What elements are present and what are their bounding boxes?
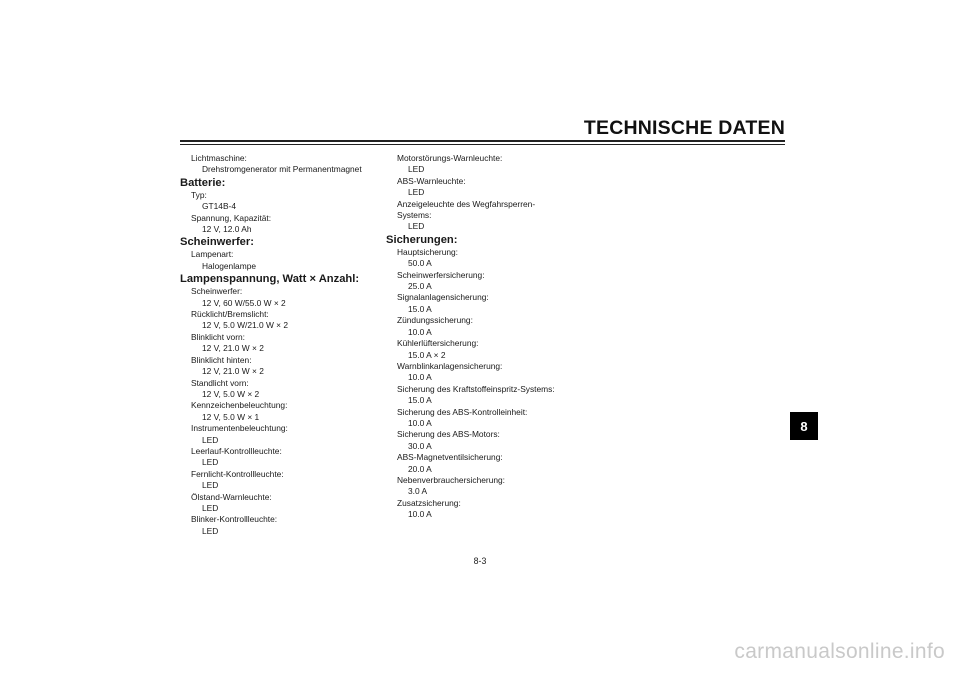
spec-value: Drehstromgenerator mit Permanentmagnet (202, 164, 362, 175)
left-spec-column (180, 153, 380, 537)
spec-value: 12 V, 5.0 W × 1 (202, 411, 260, 422)
spec-value: 10.0 A (408, 372, 432, 383)
spec-value: 15.0 A × 2 (408, 349, 446, 360)
spec-label: Blinklicht vorn: (191, 331, 245, 342)
spec-value: 50.0 A (408, 258, 432, 269)
spec-label: Zusatzsicherung: (397, 497, 461, 508)
watermark: carmanualsonline.info (734, 640, 945, 663)
section-heading: Lampenspannung, Watt × Anzahl: (180, 273, 360, 286)
header-rule-thin (180, 144, 785, 145)
spec-value: LED (408, 187, 425, 198)
spec-value: 12 V, 5.0 W × 2 (202, 388, 260, 399)
spec-value: 12 V, 60 W/55.0 W × 2 (202, 297, 286, 308)
header-rule-thick (180, 140, 785, 142)
spec-label: ABS-Magnetventilsicherung: (397, 452, 503, 463)
page-number: 8-3 (473, 556, 487, 566)
spec-label: Signalanlagensicherung: (397, 292, 489, 303)
spec-label: Lichtmaschine: (191, 153, 247, 163)
spec-value: GT14B-4 (202, 201, 236, 212)
spec-label: Ölstand-Warnleuchte: (191, 491, 272, 502)
page-title: TECHNISCHE DATEN (583, 117, 785, 139)
spec-value: LED (202, 480, 219, 491)
spec-value: 10.0 A (408, 326, 432, 337)
chapter-tab[interactable]: 8 (790, 412, 818, 440)
spec-label: Fernlicht-Kontrollleuchte: (191, 468, 284, 479)
spec-label: Instrumentenbeleuchtung: (191, 423, 288, 434)
spec-label: Rücklicht/Bremslicht: (191, 309, 269, 320)
spec-value: 12 V, 12.0 Ah (202, 224, 252, 235)
spec-value: Halogenlampe (202, 260, 257, 271)
spec-value: 15.0 A (408, 303, 432, 314)
spec-label: Sicherung des Kraftstoffeinspritz-Systems: (397, 383, 555, 394)
spec-value: LED (202, 502, 219, 513)
section-heading: Batterie: (180, 176, 226, 189)
spec-label: Kühlerlüftersicherung: (397, 338, 479, 349)
spec-value: 12 V, 5.0 W/21.0 W × 2 (202, 320, 289, 331)
spec-label: Systems: (397, 210, 432, 221)
spec-label: Standlicht vorn: (191, 377, 249, 388)
spec-label: Motorstörungs-Warnleuchte: (397, 153, 503, 163)
spec-label: ABS-Warnleuchte: (397, 175, 466, 186)
spec-value: 10.0 A (408, 509, 432, 520)
spec-value: 12 V, 21.0 W × 2 (202, 366, 264, 377)
spec-value: 20.0 A (408, 463, 432, 474)
spec-label: Lampenart: (191, 249, 234, 260)
spec-label: Warnblinkanlagensicherung: (397, 360, 503, 371)
spec-value: LED (202, 434, 219, 445)
spec-label: Sicherung des ABS-Motors: (397, 429, 500, 440)
spec-value: 10.0 A (408, 417, 432, 428)
spec-value: 30.0 A (408, 440, 432, 451)
spec-label: Blinker-Kontrollleuchte: (191, 514, 278, 525)
spec-label: Scheinwerfer: (191, 286, 243, 297)
spec-value: LED (202, 457, 219, 468)
spec-value: LED (408, 221, 425, 232)
spec-value: 15.0 A (408, 395, 432, 406)
spec-label: Typ: (191, 189, 207, 200)
spec-label: Kennzeichenbeleuchtung: (191, 400, 288, 411)
section-heading: Sicherungen: (386, 233, 458, 246)
spec-label: Scheinwerfersicherung: (397, 269, 485, 280)
spec-label: Nebenverbrauchersicherung: (397, 474, 506, 485)
spec-value: 3.0 A (408, 486, 428, 497)
spec-value: LED (202, 525, 219, 536)
spec-label: Hauptsicherung: (397, 246, 458, 257)
spec-value: LED (408, 164, 425, 175)
right-spec-column (386, 153, 586, 521)
section-heading: Scheinwerfer: (180, 236, 254, 249)
spec-value: 25.0 A (408, 281, 432, 292)
spec-label: Sicherung des ABS-Kontrolleinheit: (397, 406, 528, 417)
spec-label: Anzeigeleuchte des Wegfahrsperren- (397, 198, 536, 209)
spec-label: Spannung, Kapazität: (191, 212, 272, 223)
spec-value: 12 V, 21.0 W × 2 (202, 343, 264, 354)
spec-label: Zündungssicherung: (397, 315, 473, 326)
spec-label: Leerlauf-Kontrollleuchte: (191, 445, 282, 456)
spec-label: Blinklicht hinten: (191, 354, 252, 365)
